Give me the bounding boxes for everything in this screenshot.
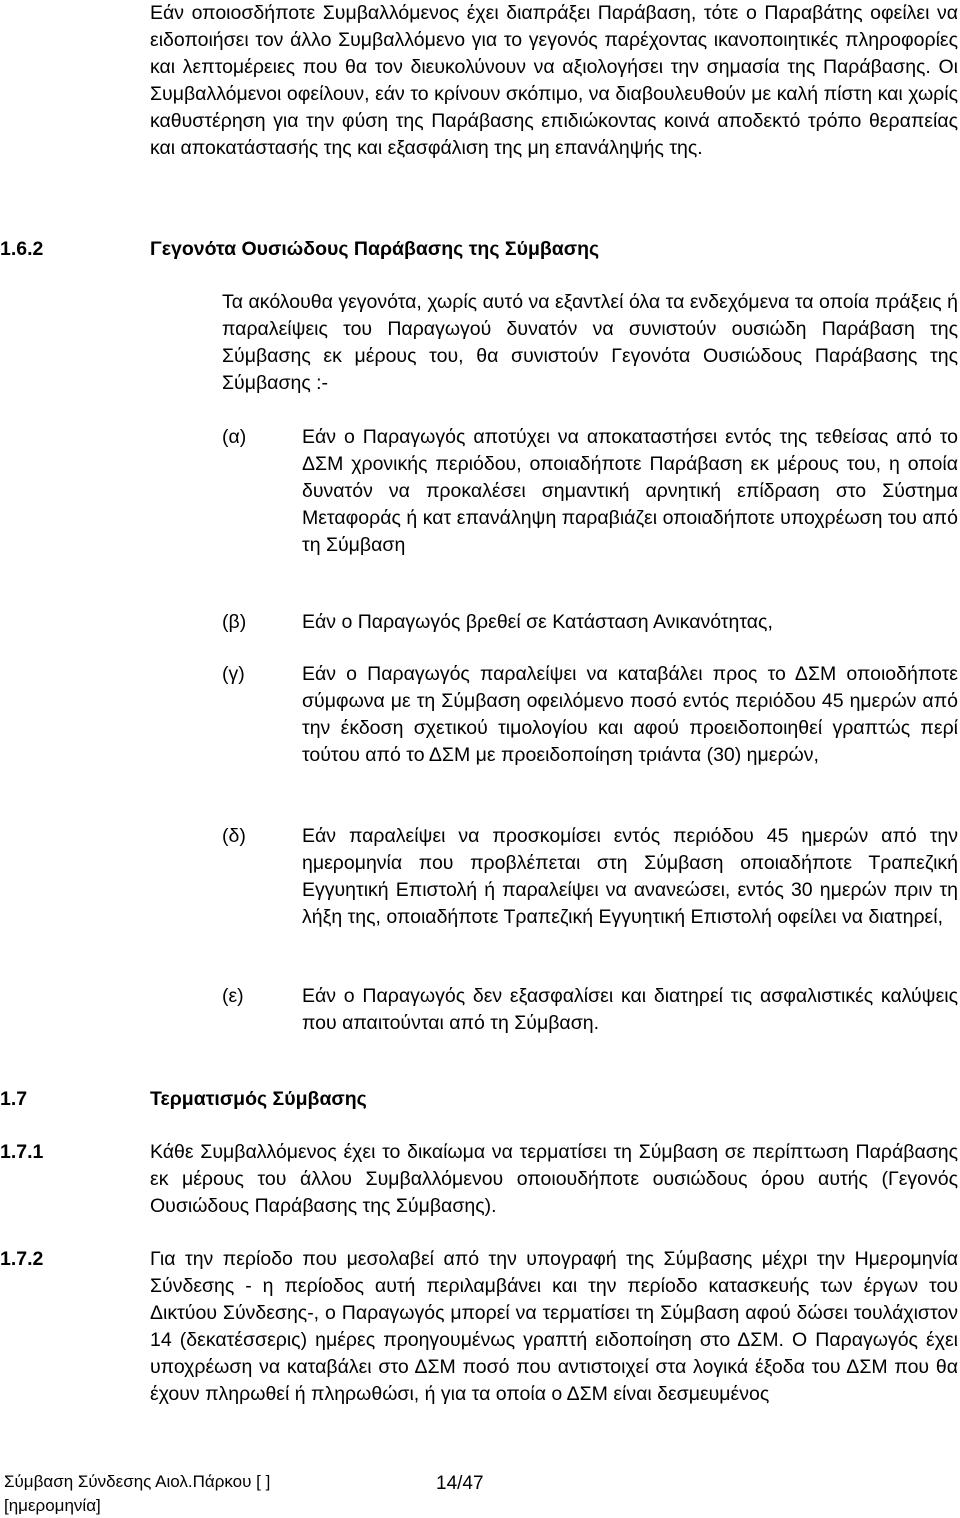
section-number-1-7-2: 1.7.2 — [0, 1248, 44, 1270]
list-item-label: (γ) — [222, 663, 245, 685]
section-text-1-7-2: Για την περίοδο που μεσολαβεί από την υπογραφή της Σύμβασης μέχρι την Ημερομηνία Σύνδεσης - η περίοδος αυτή περιλαμβάνει και την περίοδο κατασκευής των έργων του Δικτύου Σύνδεσης-, ο Παραγωγός μπορεί να τερματίσει τη Σύμβαση αφού δώσει τουλάχιστον 14 (δεκατέσσερις) ημέρες προηγουμένως γραπτή ειδοποίηση στο ΔΣΜ. Ο Παραγωγός έχει υποχρέωση να καταβάλει στο ΔΣΜ ποσό που αντιστοιχεί στα λογικά έξοδα του ΔΣΜ που θα έχουν πληρωθεί ή πληρωθώσι, ή για τα οποία ο ΔΣΜ είναι δεσμευμένος — [150, 1248, 958, 1405]
footer-doc-title — [4, 1470, 270, 1518]
list-item-label: (δ) — [222, 825, 246, 847]
list-item-label: (α) — [222, 426, 247, 448]
section-number-1-7-1: 1.7.1 — [0, 1141, 44, 1163]
footer-doc-title-line1: Σύμβαση Σύνδεσης Αιολ.Πάρκου [ ] — [4, 1472, 271, 1491]
footer-doc-title-line2: [ημερομηνία] — [4, 1496, 101, 1515]
section-title-1-7: Τερματισμός Σύμβασης — [150, 1088, 367, 1110]
list-item-label: (ε) — [222, 985, 244, 1007]
intro-paragraph: Εάν οποιοσδήποτε Συμβαλλόμενος έχει διαπράξει Παράβαση, τότε ο Παραβάτης οφείλει να ειδοποιήσει τον άλλο Συμβαλλόμενο για το γεγονός παρέχοντας ικανοποιητικές πληροφορίες και λεπτομέρειες που θα τον διευκολύνουν να αξιολογήσει την σημασία της Παράβασης. Οι Συμβαλλόμενοι οφείλουν, εάν το κρίνουν σκόπιμο, να διαβουλευθούν με καλή πίστη και χωρίς καθυστέρηση για την φύση της Παράβασης επιδιώκοντας κοινά αποδεκτό τρόπο θεραπείας και αποκατάστασής της και εξασφάλιση της μη επανάληψής της. — [150, 2, 958, 159]
list-item-label: (β) — [222, 611, 247, 633]
list-item-text: Εάν ο Παραγωγός παραλείψει να καταβάλει προς το ΔΣΜ οποιοδήποτε σύμφωνα με τη Σύμβαση οφειλόμενο ποσό εντός περιόδου 45 ημερών από την έκδοση σχετικού τιμολογίου και αφού προειδοποιηθεί γραπτώς περί τούτου από το ΔΣΜ με προειδοποίηση τριάντα (30) ημερών, — [302, 663, 958, 766]
list-item-text: Εάν παραλείψει να προσκομίσει εντός περιόδου 45 ημερών από την ημερομηνία που προβλέπεται στη Σύμβαση οποιαδήποτε Τραπεζική Εγγυητική Επιστολή ή παραλείψει να ανανεώσει, εντός 30 ημερών πριν τη λήξη της, οποιαδήποτε Τραπεζική Εγγυητική Επιστολή οφείλει να διατηρεί, — [302, 825, 958, 928]
list-item-text: Εάν ο Παραγωγός αποτύχει να αποκαταστήσει εντός της τεθείσας από το ΔΣΜ χρονικής περιόδου, οποιαδήποτε Παράβαση εκ μέρους του, η οποία δυνατόν να προκαλέσει σημαντική αρνητική επίδραση στο Σύστημα Μεταφοράς ή κατ επανάληψη παραβιάζει οποιαδήποτε υποχρέωση του από τη Σύμβαση — [302, 426, 958, 556]
section-lead-paragraph: Τα ακόλουθα γεγονότα, χωρίς αυτό να εξαντλεί όλα τα ενδεχόμενα τα οποία πράξεις ή παραλείψεις του Παραγωγού δυνατόν να συνιστούν ουσιώδη Παράβαση της Σύμβασης εκ μέρους του, θα συνιστούν Γεγονότα Ουσιώδους Παράβασης της Σύμβασης :- — [222, 291, 958, 394]
section-title-1-6-2: Γεγονότα Ουσιώδους Παράβασης της Σύμβασης — [150, 238, 600, 260]
section-text-1-7-1: Κάθε Συμβαλλόμενος έχει το δικαίωμα να τερματίσει τη Σύμβαση σε περίπτωση Παράβασης εκ μέρους του άλλου Συμβαλλόμενου οποιουδήποτε ουσιώδους όρου αυτής (Γεγονός Ουσιώδους Παράβασης της Σύμβασης). — [150, 1141, 958, 1217]
section-number-1-7: 1.7 — [0, 1088, 28, 1110]
list-item-text: Εάν ο Παραγωγός βρεθεί σε Κατάσταση Ανικανότητας, — [302, 611, 773, 633]
section-number-1-6-2: 1.6.2 — [0, 238, 44, 260]
list-item-text: Εάν ο Παραγωγός δεν εξασφαλίσει και διατηρεί τις ασφαλιστικές καλύψεις που απαιτούνται από τη Σύμβαση. — [302, 985, 958, 1034]
footer-page-number: 14/47 — [436, 1473, 484, 1494]
